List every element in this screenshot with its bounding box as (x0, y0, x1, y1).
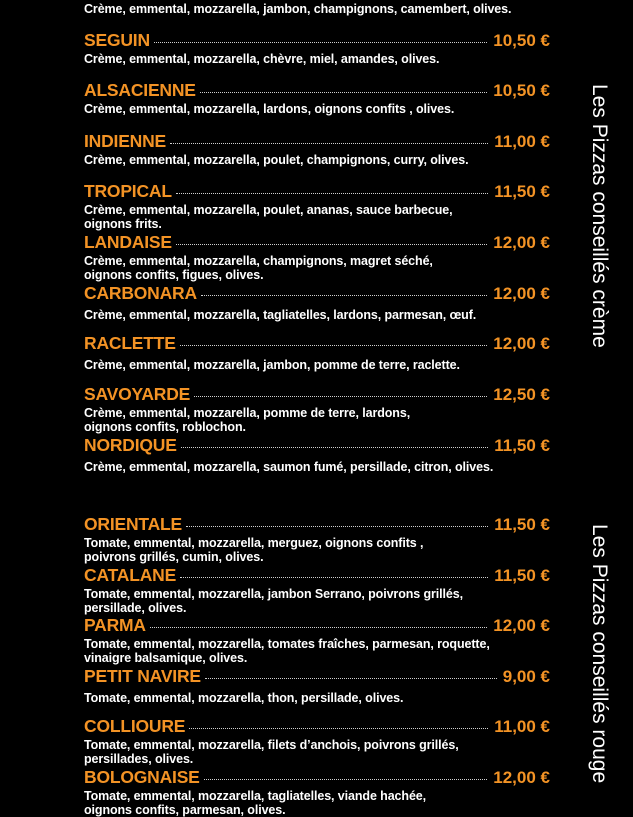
menu-item-petit-navire (84, 666, 550, 705)
item-description: Crème, emmental, mozzarella, chèvre, miel, amandes, olives. (84, 52, 440, 66)
item-description: Tomate, emmental, mozzarella, jambon Serrano, poivrons grillés, persillade, olives. (84, 587, 463, 615)
dot-leader (176, 193, 488, 194)
item-description: Crème, emmental, mozzarella, pomme de terre, lardons, oignons confits, roblochon. (84, 406, 411, 434)
dot-leader (176, 244, 487, 245)
item-price: 10,50 € (493, 31, 550, 50)
item-description: Tomate, emmental, mozzarella, thon, persillade, olives. (84, 691, 404, 705)
item-price: 12,00 € (493, 768, 550, 787)
item-price: 9,00 € (502, 667, 550, 686)
item-description: Crème, emmental, mozzarella, poulet, ananas, sauce barbecue, oignons frits. (84, 203, 453, 231)
dot-leader (189, 728, 488, 729)
dot-leader (186, 526, 488, 527)
item-price: 11,50 € (494, 436, 550, 455)
dot-leader (154, 42, 487, 43)
item-name: SAVOYARDE (84, 384, 191, 404)
item-price: 12,00 € (493, 233, 550, 252)
item-description: Crème, emmental, mozzarella, jambon, pomme de terre, raclette. (84, 358, 460, 372)
dot-leader (181, 447, 489, 448)
item-name: NORDIQUE (84, 435, 177, 455)
item-name: LANDAISE (84, 232, 172, 252)
dot-leader (180, 345, 488, 346)
menu-item-catalane (84, 565, 550, 615)
menu-item-parma (84, 615, 550, 665)
menu-item-bolognaise (84, 767, 550, 817)
menu-item-alsacienne (84, 80, 550, 116)
section-title-creme: Les Pizzas conseillés crème (588, 84, 611, 348)
dot-leader (205, 678, 497, 679)
item-description: Crème, emmental, mozzarella, lardons, oignons confits , olives. (84, 102, 455, 116)
item-name: INDIENNE (84, 131, 167, 151)
item-price: 10,50 € (493, 81, 550, 100)
item-name: RACLETTE (84, 333, 176, 353)
item-price: 11,50 € (494, 182, 550, 201)
item-price: 11,00 € (494, 132, 550, 151)
item-description: Crème, emmental, mozzarella, poulet, champignons, curry, olives. (84, 153, 469, 167)
item-price: 12,00 € (493, 616, 550, 635)
item-price: 11,50 € (494, 566, 550, 585)
item-description: Tomate, emmental, mozzarella, tomates fraîches, parmesan, roquette, vinaigre balsamique, olives. (84, 637, 490, 665)
item-name: SEGUIN (84, 30, 150, 50)
item-description: Tomate, emmental, mozzarella, tagliatelles, viande hachée, oignons confits, parmesan, olives. (84, 789, 427, 817)
dot-leader (180, 577, 488, 578)
item-name: PETIT NAVIRE (84, 666, 201, 686)
dot-leader (200, 92, 488, 93)
item-description: Crème, emmental, mozzarella, tagliatelles, lardons, parmesan, œuf. (84, 308, 477, 322)
menu-item-seguin (84, 30, 550, 66)
menu-item-collioure (84, 716, 550, 766)
item-price: 12,50 € (493, 385, 550, 404)
item-name: CATALANE (84, 565, 177, 585)
dot-leader (150, 627, 487, 628)
dot-leader (170, 143, 488, 144)
item-name: TROPICAL (84, 181, 172, 201)
item-name: ALSACIENNE (84, 80, 196, 100)
item-name: ORIENTALE (84, 514, 183, 534)
item-name: CARBONARA (84, 283, 197, 303)
item-description: Crème, emmental, mozzarella, champignons, magret séché, oignons confits, figues, olives. (84, 254, 433, 282)
dot-leader (204, 779, 488, 780)
item-description: Crème, emmental, mozzarella, saumon fumé, persillade, citron, olives. (84, 460, 494, 474)
item-price: 12,00 € (493, 284, 550, 303)
menu-item-carbonara (84, 283, 550, 322)
item-price: 11,50 € (494, 515, 550, 534)
menu-item-indienne (84, 131, 550, 167)
menu-item-landaise (84, 232, 550, 282)
item-description: Tomate, emmental, mozzarella, merguez, oignons confits , poivrons grillés, cumin, olives. (84, 536, 424, 564)
item-description: Tomate, emmental, mozzarella, filets d’anchois, poivrons grillés, persillades, olives. (84, 738, 459, 766)
menu-item-nordique (84, 435, 550, 474)
menu-item-raclette (84, 333, 550, 372)
item-price: 11,00 € (494, 717, 550, 736)
menu-item-orientale (84, 514, 550, 564)
top-description: Crème, emmental, mozzarella, jambon, champignons, camembert, olives. (84, 2, 512, 16)
dot-leader (194, 396, 487, 397)
item-price: 12,00 € (493, 334, 550, 353)
item-name: PARMA (84, 615, 146, 635)
item-name: BOLOGNAISE (84, 767, 200, 787)
dot-leader (201, 295, 487, 296)
item-name: COLLIOURE (84, 716, 186, 736)
menu-item-tropical (84, 181, 550, 231)
section-title-rouge: Les Pizzas conseillés rouge (588, 524, 611, 784)
menu-item-savoyarde (84, 384, 550, 434)
